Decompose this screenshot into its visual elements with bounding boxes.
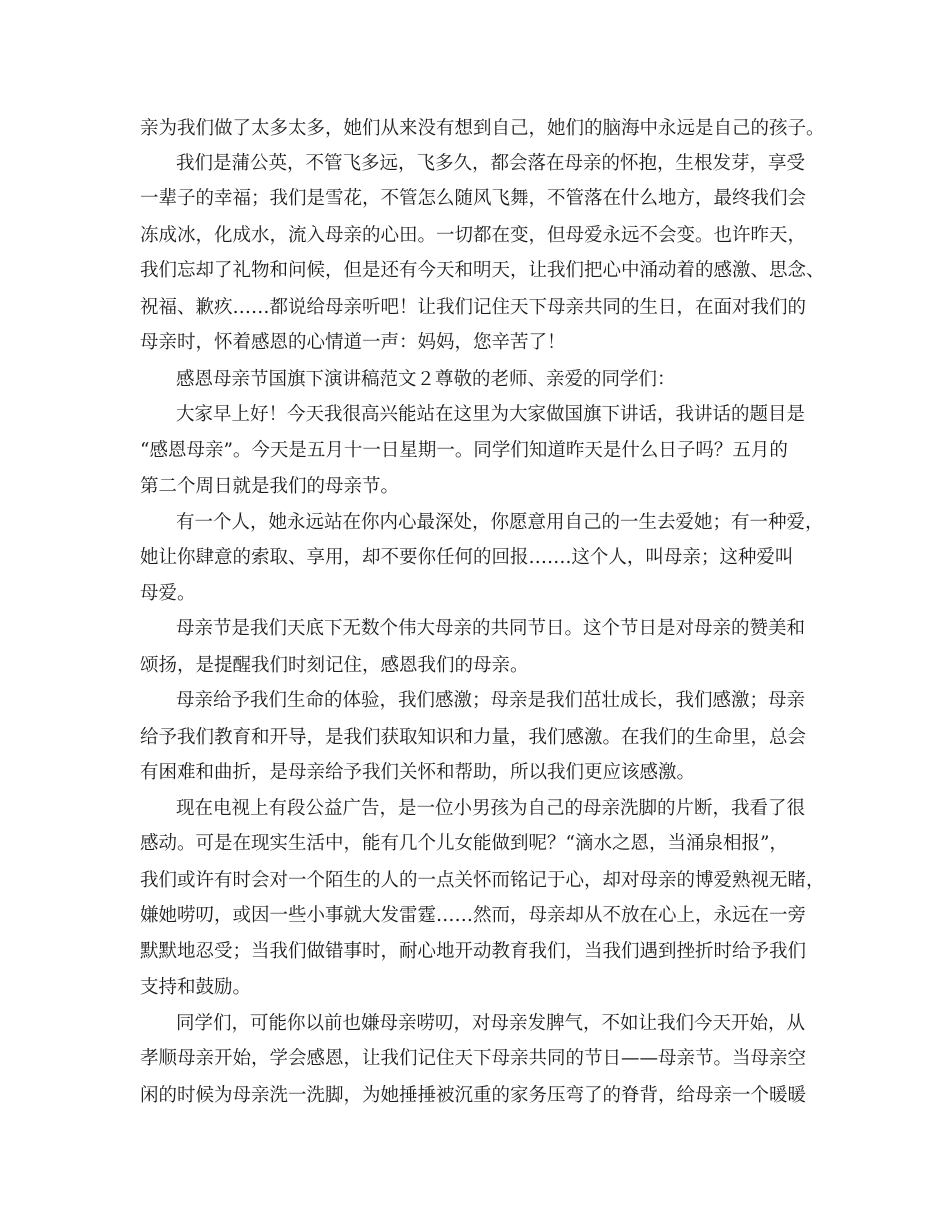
text-line: 默默地忍受；当我们做错事时，耐心地开动教育我们，当我们遇到挫折时给予我们: [140, 941, 807, 962]
text-line: 颂扬，是提醒我们时刻记住，感恩我们的母亲。: [140, 655, 529, 676]
text-line: “感恩母亲”。今天是五月十一日星期一。同学们知道昨天是什么日子吗？五月的: [140, 440, 788, 461]
text-line: 支持和鼓励。: [140, 977, 252, 998]
text-line: 现在电视上有段公益广告，是一位小男孩为自己的母亲洗脚的片断，我看了很: [176, 798, 806, 819]
text-line: 祝福、歉疚……都说给母亲听吧！让我们记住天下母亲共同的生日，在面对我们的: [140, 297, 807, 318]
text-line: 我们或许有时会对一个陌生的人的一点关怀而铭记于心，却对母亲的博爱熟视无睹，: [140, 870, 825, 891]
text-line: 冻成冰，化成水，流入母亲的心田。一切都在变，但母爱永远不会变。也许昨天，: [140, 225, 807, 246]
text-line: 同学们，可能你以前也嫌母亲唠叨，对母亲发脾气，不如让我们今天开始，从: [176, 1013, 806, 1034]
text-line: 亲为我们做了太多太多，她们从来没有想到自己，她们的脑海中永远是自己的孩子。: [140, 118, 825, 139]
text-line: 母亲时，怀着感恩的心情道一声：妈妈，您辛苦了！: [140, 332, 566, 353]
text-line: 有一个人，她永远站在你内心最深处，你愿意用自己的一生去爱她；有一种爱，: [176, 512, 824, 533]
section-heading: 感恩母亲节国旗下演讲稿范文２尊敬的老师、亲爱的同学们：: [176, 369, 676, 390]
text-line: 她让你肆意的索取、享用，却不要你任何的回报…….这个人，叫母亲；这种爱叫: [140, 547, 794, 568]
text-line: 我们忘却了礼物和问候，但是还有今天和明天，让我们把心中涌动着的感激、思念、: [140, 260, 825, 281]
text-line: 母亲节是我们天底下无数个伟大母亲的共同节日。这个节日是对母亲的赞美和: [176, 618, 806, 639]
text-line: 第二个周日就是我们的母亲节。: [140, 476, 400, 497]
text-line: 给予我们教育和开导，是我们获取知识和力量，我们感激。在我们的生命里，总会: [140, 727, 807, 748]
text-line: 有困难和曲折，是母亲给予我们关怀和帮助，所以我们更应该感激。: [140, 762, 696, 783]
text-line: 一辈子的幸福；我们是雪花，不管怎么随风飞舞，不管落在什么地方，最终我们会: [140, 188, 807, 209]
text-line: 孝顺母亲开始，学会感恩，让我们记住天下母亲共同的节日——母亲节。当母亲空: [140, 1048, 807, 1069]
text-line: 我们是蒲公英，不管飞多远，飞多久，都会落在母亲的怀抱，生根发芽，享受: [176, 153, 806, 174]
text-line: 感动。可是在现实生活中，能有几个儿女能做到呢？“滴水之恩，当涌泉相报”，: [140, 833, 788, 854]
text-line: 闲的时候为母亲洗一洗脚，为她捶捶被沉重的家务压弯了的脊背，给母亲一个暖暖: [140, 1085, 807, 1106]
text-line: 大家早上好！今天我很高兴能站在这里为大家做国旗下讲话，我讲话的题目是: [176, 404, 806, 425]
text-line: 母亲给予我们生命的体验，我们感激；母亲是我们茁壮成长，我们感激；母亲: [176, 690, 806, 711]
text-line: 嫌她唠叨，或因一些小事就大发雷霆……然而，母亲却从不放在心上，永远在一旁: [140, 905, 807, 926]
text-line: 母爱。: [140, 583, 196, 604]
